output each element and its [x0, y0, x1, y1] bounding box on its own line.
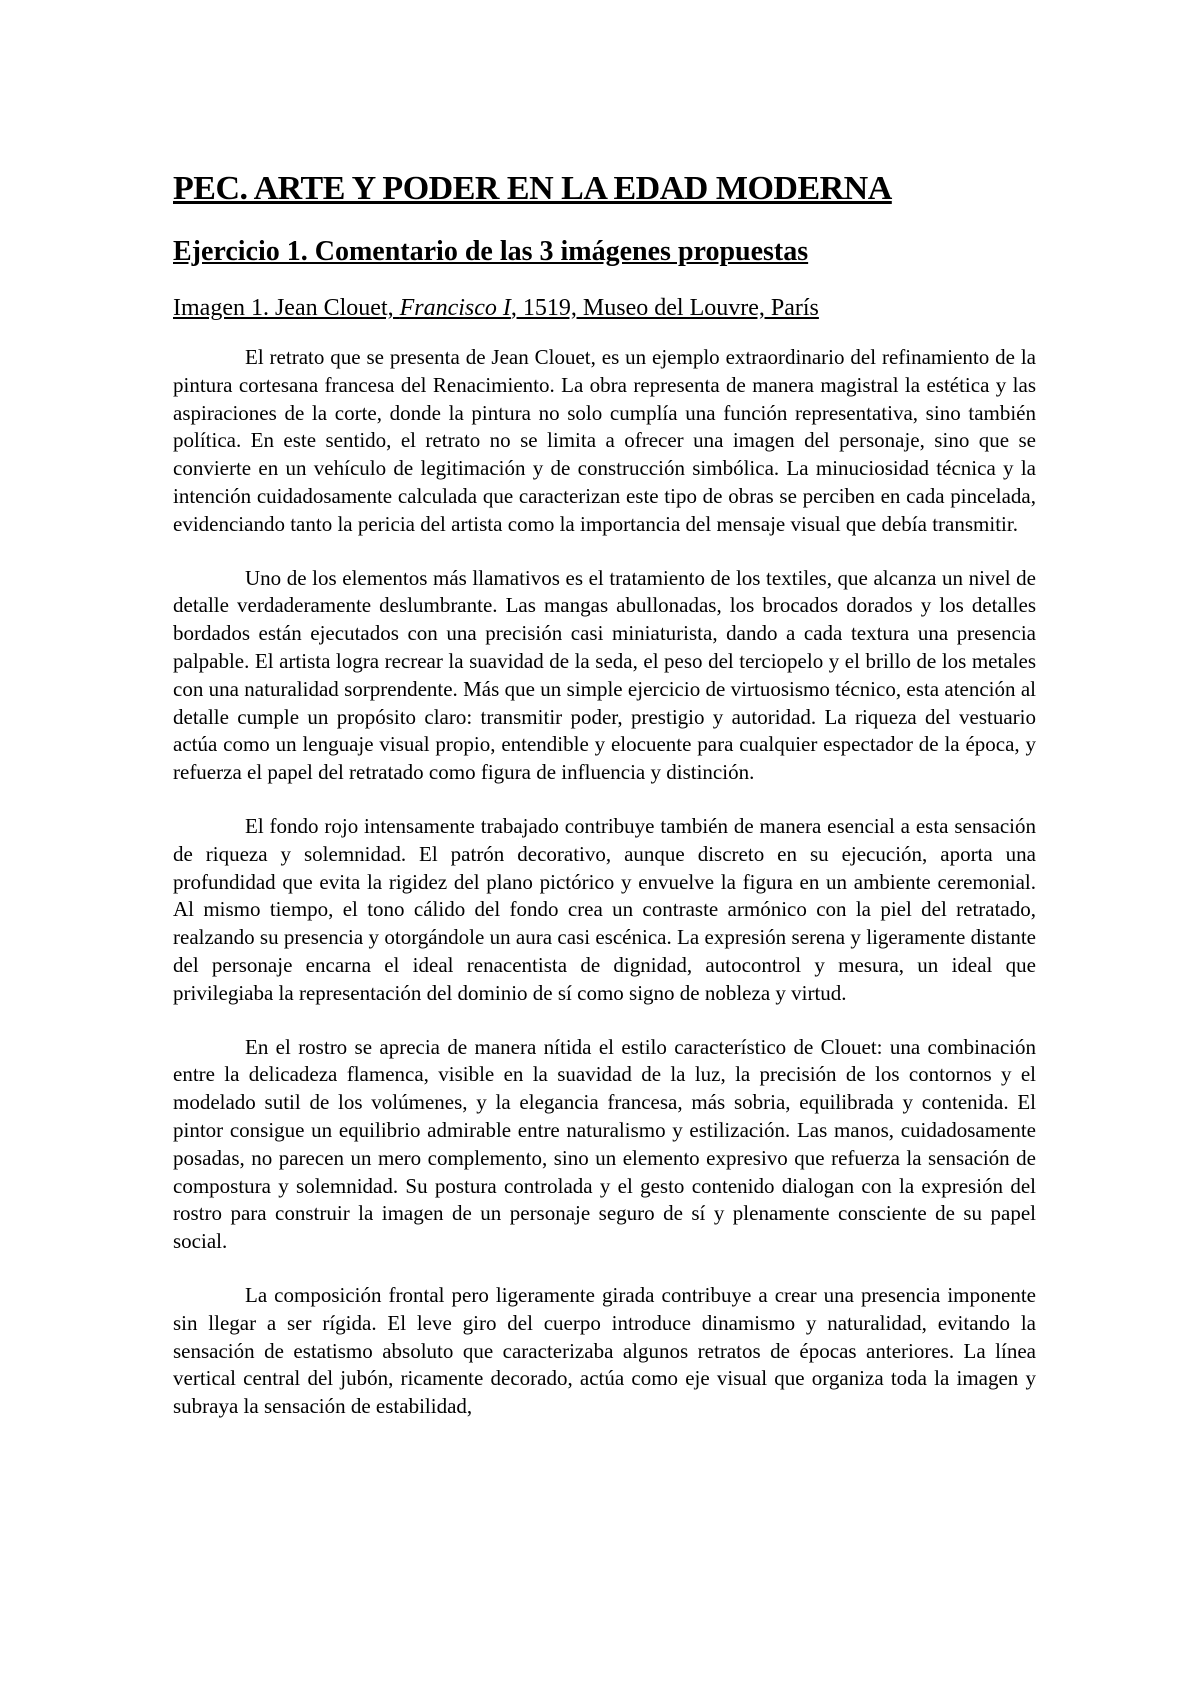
- document-title: PEC. ARTE Y PODER EN LA EDAD MODERNA: [173, 170, 892, 207]
- paragraph: Uno de los elementos más llamativos es el tratamiento de los textiles, que alcanza un nivel de detalle verdaderamente deslumbrante. Las mangas abullonadas, los brocados dorados y los detalles bordados están ejecutados con una precisión casi miniaturista, dando a cada textura una presencia palpable. El artista logra recrear la suavidad de la seda, el peso del terciopelo y el brillo de los metales con una naturalidad sorprendente. Más que un simple ejercicio de virtuosismo técnico, esta atención al detalle cumple un propósito claro: transmitir poder, prestigio y autoridad. La riqueza del vestuario actúa como un lenguaje visual propio, entendible y elocuente para cualquier espectador de la época, y refuerza el papel del retratado como figura de influencia y distinción.: [173, 565, 1036, 785]
- paragraph: El fondo rojo intensamente trabajado contribuye también de manera esencial a esta sensación de riqueza y solemnidad. El patrón decorativo, aunque discreto en su ejecución, aporta una profundidad que evita la rigidez del plano pictórico y envuelve la figura en un ambiente ceremonial. Al mismo tiempo, el tono cálido del fondo crea un contraste armónico con la piel del retratado, realzando su presencia y otorgándole un aura casi escénica. La expresión serena y ligeramente distante del personaje encarna el ideal renacentista de dignidad, autocontrol y mesura, un ideal que privilegiaba la representación del dominio de sí como signo de nobleza y virtud.: [173, 813, 1036, 1005]
- image-heading: [173, 292, 1036, 324]
- image-heading-prefix: Imagen 1. Jean Clouet,: [173, 295, 400, 321]
- body-text: [173, 344, 1036, 1421]
- exercise-heading: Ejercicio 1. Comentario de las 3 imágenes propuestas: [173, 236, 809, 267]
- image-heading-suffix: , 1519, Museo del Louvre, París: [510, 295, 819, 321]
- paragraph: En el rostro se aprecia de manera nítida el estilo característico de Clouet: una combinación entre la delicadeza flamenca, visible en la suavidad de la luz, la precisión de los contornos y el modelado sutil de los volúmenes, y la elegancia francesa, más sobria, equilibrada y contenida. El pintor consigue un equilibrio admirable entre naturalismo y estilización. Las manos, cuidadosamente posadas, no parecen un mero complemento, sino un elemento expresivo que refuerza la sensación de compostura y solemnidad. Su postura controlada y el gesto contenido dialogan con la expresión del rostro para construir la imagen de un personaje seguro de sí y plenamente consciente de su papel social.: [173, 1034, 1036, 1254]
- artwork-title: Francisco I: [399, 295, 511, 321]
- document-content: [173, 168, 1036, 1421]
- paragraph: La composición frontal pero ligeramente girada contribuye a crear una presencia imponente sin llegar a ser rígida. El leve giro del cuerpo introduce dinamismo y naturalidad, evitando la sensación de estatismo absoluto que caracterizaba algunos retratos de épocas anteriores. La línea vertical central del jubón, ricamente decorado, actúa como eje visual que organiza toda la imagen y subraya la sensación de estabilidad,: [173, 1282, 1036, 1419]
- paragraph: El retrato que se presenta de Jean Clouet, es un ejemplo extraordinario del refinamiento de la pintura cortesana francesa del Renacimiento. La obra representa de manera magistral la estética y las aspiraciones de la corte, donde la pintura no solo cumplía una función representativa, sino también política. En este sentido, el retrato no se limita a ofrecer una imagen del personaje, sino que se convierte en un vehículo de legitimación y de construcción simbólica. La minuciosidad técnica y la intención cuidadosamente calculada que caracterizan este tipo de obras se perciben en cada pincelada, evidenciando tanto la pericia del artista como la importancia del mensaje visual que debía transmitir.: [173, 345, 1036, 536]
